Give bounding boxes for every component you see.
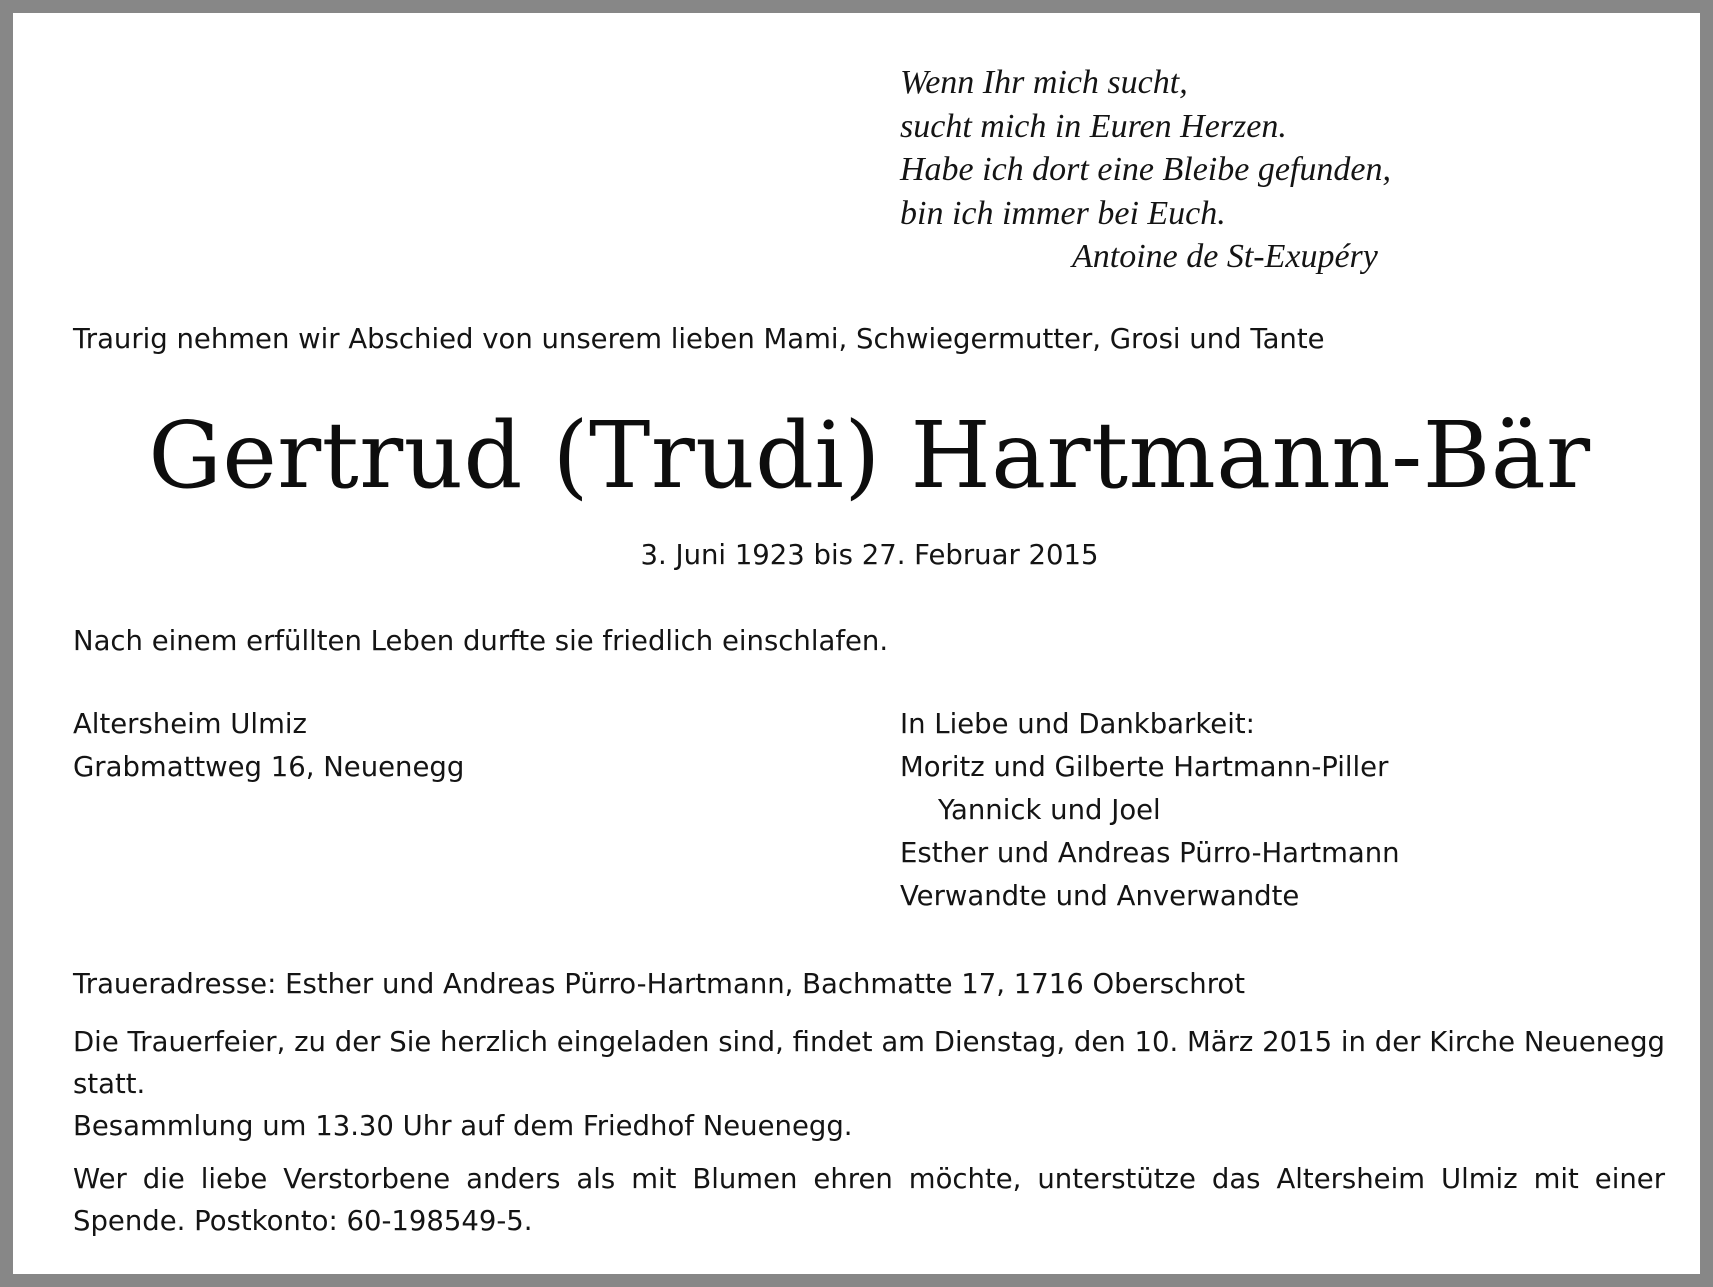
quote-author: Antoine de St-Exupéry xyxy=(1072,238,1378,275)
family-member: Moritz und Gilberte Hartmann-Piller xyxy=(900,751,1389,783)
address-line: Altersheim Ulmiz xyxy=(73,708,307,740)
residence-address xyxy=(73,703,464,789)
intro-text: Traurig nehmen wir Abschied von unserem lieben Mami, Schwiegermutter, Grosi und Tante xyxy=(73,323,1325,355)
ceremony-info: Die Trauerfeier, zu der Sie herzlich eingeladen sind, findet am Dienstag, den 10. März 2015 in der Kirche Neuenegg statt. xyxy=(73,1026,1665,1100)
deceased-name: Gertrud (Trudi) Hartmann-Bär xyxy=(148,402,1591,509)
gathering-info: Besammlung um 13.30 Uhr auf dem Friedhof Neuenegg. xyxy=(73,1110,853,1142)
epigraph-quote xyxy=(900,61,1520,279)
mourning-family xyxy=(900,703,1400,918)
address-line: Grabmattweg 16, Neuenegg xyxy=(73,751,465,783)
quote-line: bin ich immer bei Euch. xyxy=(900,194,1226,232)
quote-line: Wenn Ihr mich sucht, xyxy=(900,64,1188,101)
family-member: Yannick und Joel xyxy=(938,794,1161,826)
family-member: Esther und Andreas Pürro-Hartmann xyxy=(900,837,1400,869)
family-member: Verwandte und Anverwandte xyxy=(900,880,1300,912)
quote-line: Habe ich dort eine Bleibe gefunden, xyxy=(900,151,1391,188)
donation-info: Wer die liebe Verstorbene anders als mit Blumen ehren möchte, unterstütze das Altersheim Ulmiz mit einer Spende. Postkonto: 60-198549-5. xyxy=(73,1163,1665,1237)
farewell-sentence: Nach einem erfüllten Leben durfte sie friedlich einschlafen. xyxy=(73,625,889,657)
mourning-address: Traueradresse: Esther und Andreas Pürro-Hartmann, Bachmatte 17, 1716 Oberschrot xyxy=(73,968,1246,1000)
quote-line: sucht mich in Euren Herzen. xyxy=(900,107,1287,145)
life-dates: 3. Juni 1923 bis 27. Februar 2015 xyxy=(640,539,1099,571)
family-heading: In Liebe und Dankbarkeit: xyxy=(900,708,1255,740)
